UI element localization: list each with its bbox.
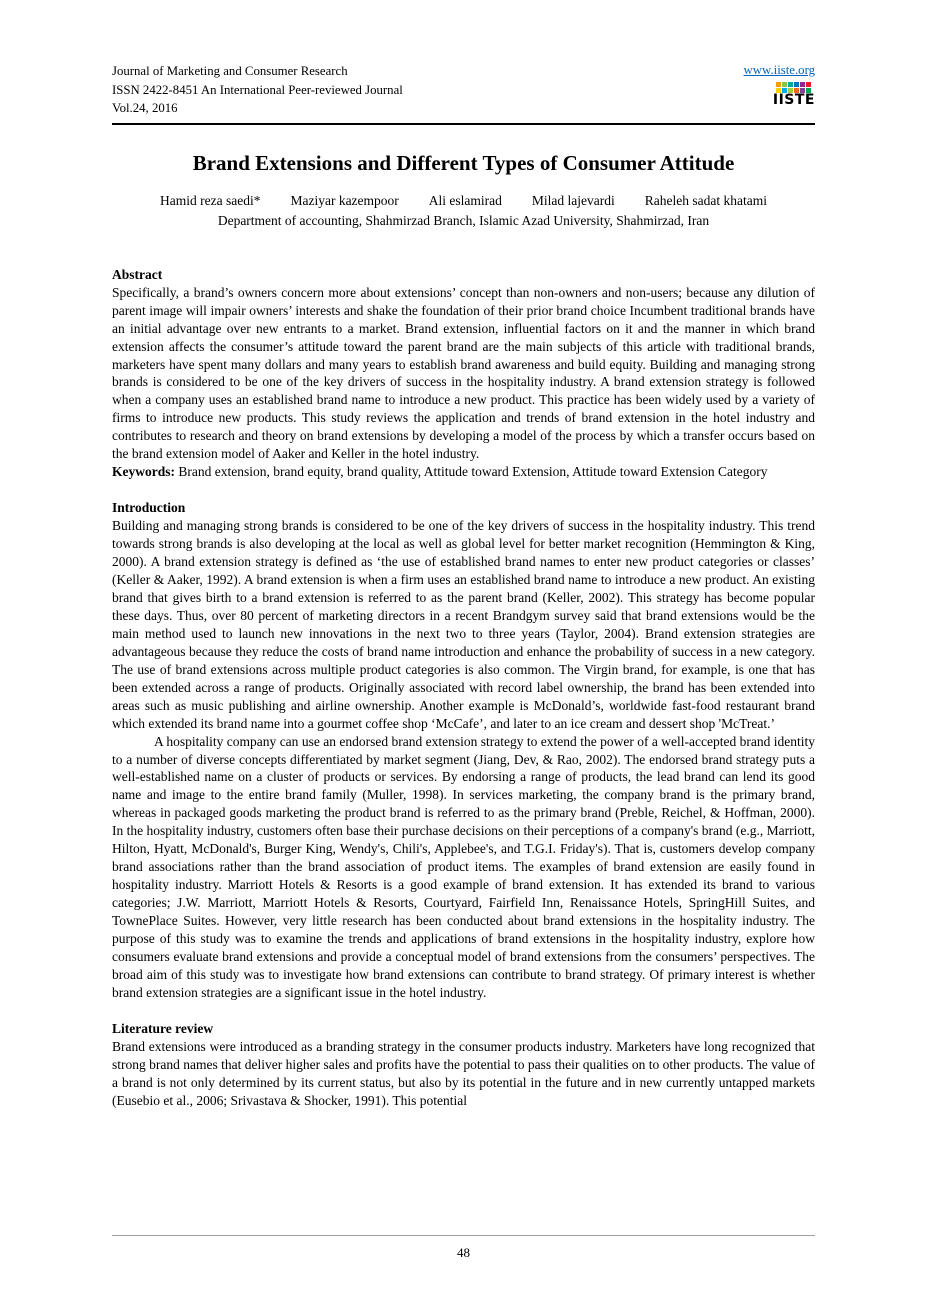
section-introduction <box>112 499 815 1002</box>
introduction-paragraph-1: Building and managing strong brands is considered to be one of the key drivers of success in the hospitality industry. This trend towards strong brands is also developing at the local as well as global level for better market recognition (Hemmington & King, 2000). A brand extension strategy is defined as ‘the use of established brand names to enter new product categories or classes’ (Keller & Aaker, 1992). A brand extension is when a firm uses an established brand name to introduce a new product. An existing brand that gives birth to a brand extension is referred to as the parent brand (Keller, 2002). This strategy has become popular these days. Thus, over 80 percent of marketing directors in a recent Brandgym survey said that brand extensions would be the main method used to launch new innovations in the next two to three years (Taylor, 2004). Brand extension strategies are advantageous because they reduce the costs of brand name introduction and enhance the probability of success in a new category. The use of brand extensions across multiple product categories is also common. The Virgin brand, for example, is one that has been extended across a range of products. Originally associated with record label ownership, the brand has been extended into areas such as music publishing and airline ownership. Another example is McDonald’s, worldwide fast-food restaurant brand which extended its brand name into a gourmet coffee shop ‘McCafe’, and later to an ice cream and dessert shop 'McTreat.’ <box>112 518 815 731</box>
abstract-heading: Abstract <box>112 266 163 282</box>
author-name: Ali eslamirad <box>428 192 502 208</box>
authors-line <box>112 192 815 210</box>
page-footer <box>112 1235 815 1261</box>
literature-review-heading: Literature review <box>112 1020 214 1036</box>
keywords-line <box>112 463 815 481</box>
author-name: Milad lajevardi <box>531 192 615 208</box>
introduction-paragraph-2: A hospitality company can use an endorsed brand extension strategy to extend the power of a well-accepted brand identity to a number of diverse concepts differentiated by market segment (Jiang, Dev, & Rao, 2002). The endorsed brand strategy puts a well-established name on a cluster of products or services. By endorsing a range of products, the lead brand can lend its good name and image to the entire brand family (Muller, 1998). In services marketing, the company brand is the primary brand, whereas in packaged goods marketing the product brand is referred to as the primary brand (Preble, Reichel, & Hoffman, 2000). In the hospitality industry, customers often base their purchase decisions on their perceptions of a company's brand (e.g., Marriott, Hilton, Hyatt, McDonald's, Burger King, Wendy's, Chili's, Applebee's, and T.G.I. Friday's). That is, customers develop company brand associations rather than the brand association of product items. The examples of brand extension are easily found in hospitality industry. Marriott Hotels & Resorts is a good example of brand extension. It has extended its brand to various categories; J.W. Marriott, Marriott Hotels & Resorts, Courtyard, Fairfield Inn, Renaissance Hotels, SpringHill Suites, and TownePlace Suites. However, very little research has been conducted about brand extensions in the hospitality industry. The purpose of this study was to examine the trends and applications of brand extensions in the hospitality industry, explore how consumers evaluate brand extensions and provide a conceptual model of brand extensions from the consumers’ perspectives. The broad aim of this study was to investigate how brand extensions can contribute to brand strategy. Of primary interest is whether brand extension strategies are a significant issue in the hotel industry. <box>112 733 815 1000</box>
keywords-text: Brand extension, brand equity, brand quality, Attitude toward Extension, Attitude toward Extension Category <box>175 464 768 480</box>
issn-line: ISSN 2422-8451 An International Peer-reviewed Journal <box>112 82 403 97</box>
page-number: 48 <box>457 1244 470 1260</box>
affiliation-line: Department of accounting, Shahmirzad Branch, Islamic Azad University, Shahmirzad, Iran <box>217 212 710 228</box>
literature-review-paragraph-1: Brand extensions were introduced as a branding strategy in the consumer products industry. Marketers have long recognized that strong brand names that deliver higher sales and profits have the potential to pass their qualities on to other products. The value of a brand is not only determined by its current status, but also by its potential in the future and in new currently untapped markets (Eusebio et al., 2006; Srivastava & Shocker, 1991). This potential <box>112 1038 815 1108</box>
journal-info <box>112 62 403 118</box>
introduction-heading: Introduction <box>112 500 186 516</box>
author-name: Hamid reza saedi* <box>160 192 261 208</box>
section-abstract <box>112 266 815 481</box>
journal-website-link[interactable]: www.iiste.org <box>743 63 815 77</box>
journal-name: Journal of Marketing and Consumer Research <box>112 64 348 78</box>
keywords-label: Keywords: <box>112 464 175 480</box>
section-literature-review <box>112 1020 815 1110</box>
footer-divider <box>112 1235 815 1236</box>
paper-title: Brand Extensions and Different Types of Consumer Attitude <box>192 150 735 175</box>
spacer <box>112 230 815 248</box>
iiste-logo-text: IISTE <box>772 92 815 109</box>
abstract-text: Specifically, a brand’s owners concern more about extensions’ concept than non-owners and non-users; because any dilution of parent image will impair owners’ interests and shake the foundation of their prior brand choice Incumbent traditional brands have an initial advantage over new entrants to a market. Brand extension, influential factors on it and the manner in which brand extension affects the consumer’s attitude toward the parent brand are the main subjects of this article with traditional brands, marketers have spent many dollars and many years to establish brand awareness and build equity. Building and managing strong brands is considered to be one of the key drivers of success in the hospitality industry. A brand extension strategy is followed when a company uses an established brand name to introduce a new product. This practice has been widely used by a variety of firms to introduce new products. This study reviews the application and trends of brand extension in the hotel industry and contributes to research and theory on brand extensions by developing a model of the process by which a transfer occurs based on the brand extension model of Aaker and Keller in the hotel industry. <box>112 284 815 462</box>
iiste-logo <box>773 82 815 108</box>
journal-header <box>112 62 815 118</box>
author-name: Raheleh sadat khatami <box>644 192 767 208</box>
volume-line: Vol.24, 2016 <box>112 101 178 116</box>
journal-header-right <box>744 62 815 108</box>
header-divider <box>112 123 815 125</box>
author-name: Maziyar kazempoor <box>290 192 399 208</box>
